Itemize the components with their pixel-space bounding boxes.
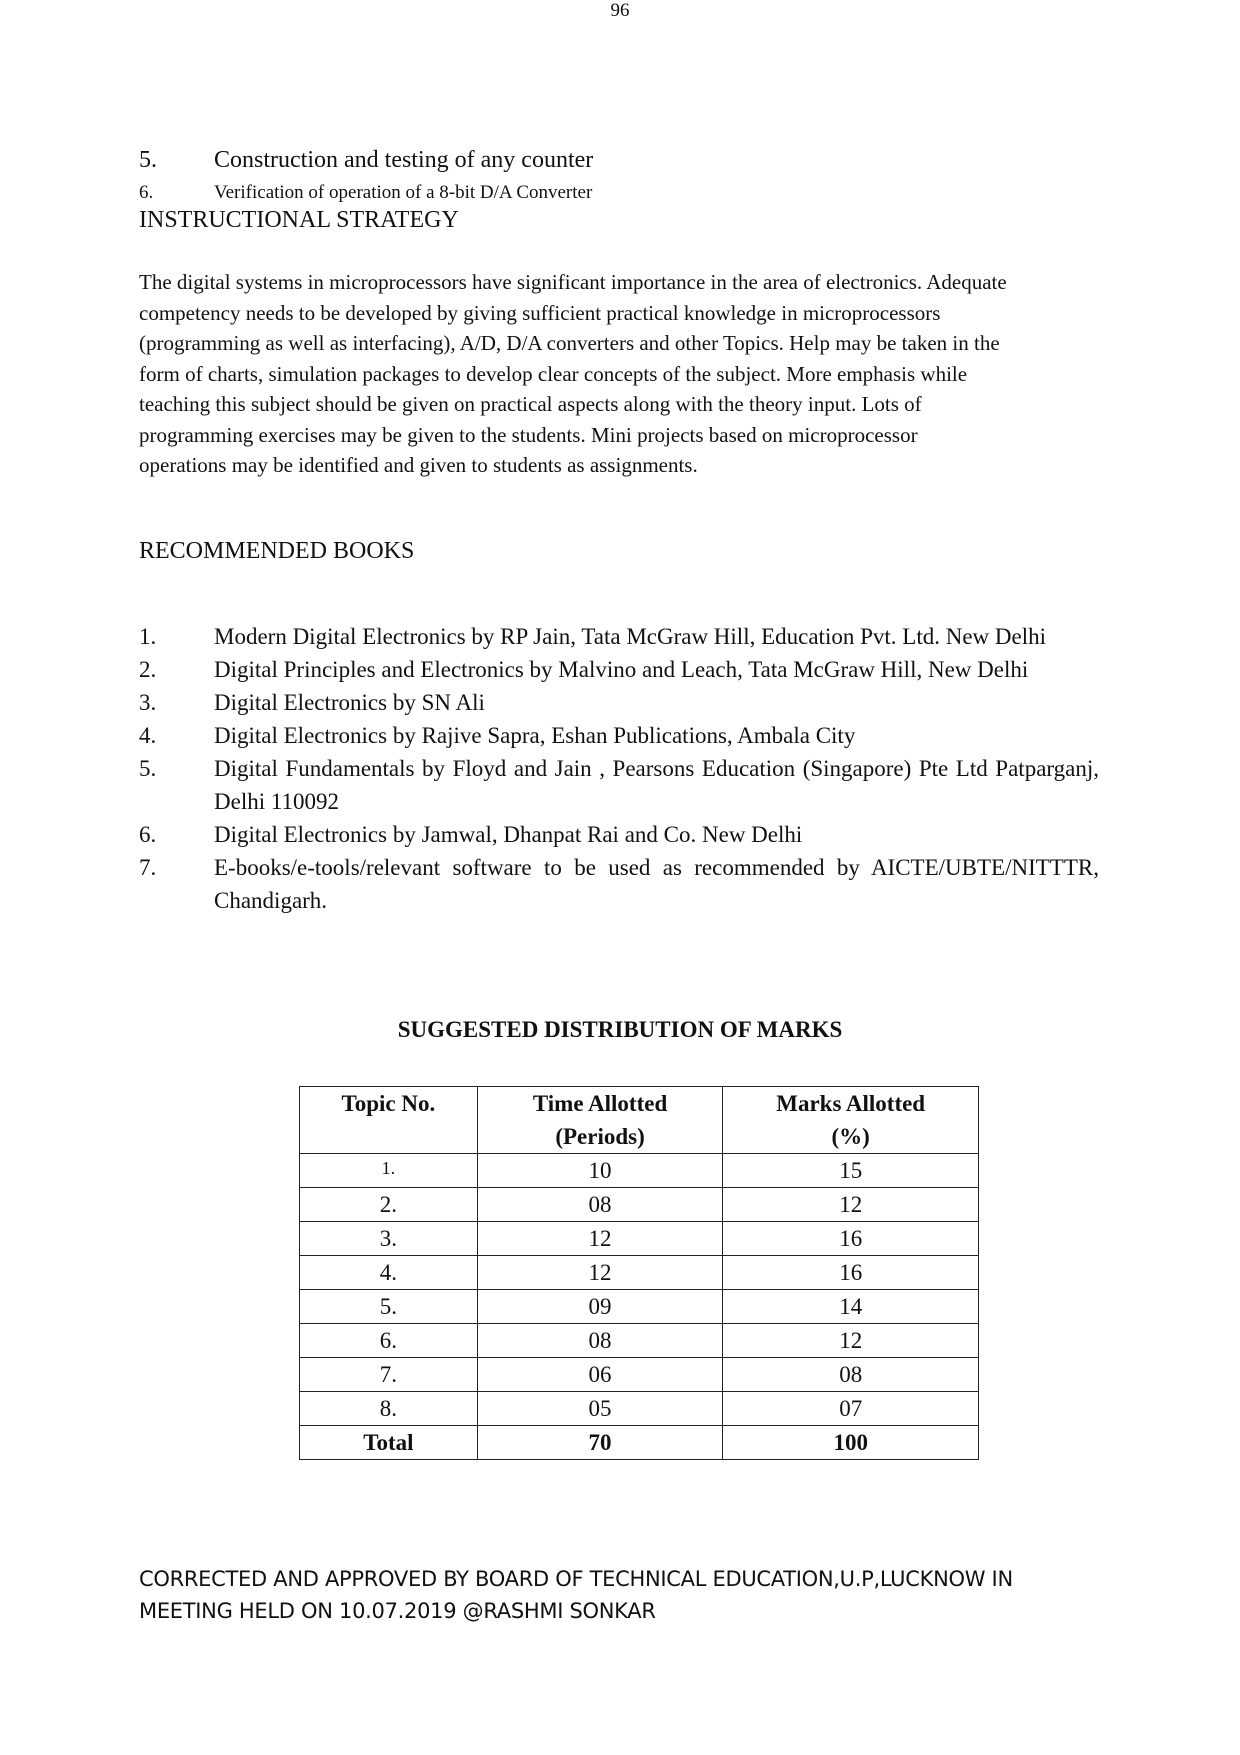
table-row [300,1188,979,1222]
book-number: 3. [139,690,157,715]
book-number: 1. [139,624,157,649]
marks-distribution-title: SUGGESTED DISTRIBUTION OF MARKS [397,1017,843,1042]
cell-marks: 12 [723,1188,979,1222]
paragraph-line: form of charts, simulation packages to develop clear concepts of the subject. More emphasis while [139,361,968,386]
book-text: Digital Fundamentals by Floyd and Jain , Pearsons Education (Singapore) Pte Ltd Patparganj, Delhi 110092 [214,756,1099,814]
table-row [300,1222,979,1256]
cell-time: 09 [477,1290,723,1324]
cell-marks: 08 [723,1358,979,1392]
book-number: 4. [139,723,157,748]
cell-time: 08 [477,1188,723,1222]
lab-list-text: Construction and testing of any counter [214,147,594,173]
cell-topic: 6. [300,1324,478,1358]
paragraph-line: operations may be identified and given to students as assignments. [139,453,698,477]
header-time-line2: (Periods) [555,1124,645,1149]
book-text: Digital Electronics by Jamwal, Dhanpat Rai and Co. New Delhi [214,822,803,847]
table-row [300,1358,979,1392]
book-number: 7. [139,855,157,880]
cell-topic: 7. [300,1358,478,1392]
cell-marks: 12 [723,1324,979,1358]
book-item [139,719,1099,752]
instructional-strategy-paragraph [139,267,1099,481]
header-topic-label: Topic No. [341,1091,436,1116]
footer-line: CORRECTED AND APPROVED BY BOARD OF TECHNICAL EDUCATION,U.P,LUCKNOW IN [139,1567,1013,1591]
book-number: 2. [139,657,157,682]
lab-list-number: 5. [139,147,157,173]
header-topic [300,1087,478,1154]
table-header-row [300,1087,979,1154]
lab-list-item [139,147,593,174]
book-item [139,686,1099,719]
paragraph-line: (programming as well as interfacing), A/D, D/A converters and other Topics. Help may be taken in the [139,331,1000,355]
cell-time: 10 [477,1154,723,1188]
lab-list-text: Verification of operation of a 8-bit D/A Converter [214,182,593,203]
cell-topic: 1. [300,1154,478,1188]
recommended-books-list [139,620,1099,917]
footer-line: MEETING HELD ON 10.07.2019 @RASHMI SONKAR [139,1599,656,1623]
book-item [139,653,1099,686]
table-row [300,1290,979,1324]
table-row [300,1154,979,1188]
cell-topic: 8. [300,1392,478,1426]
cell-time: 12 [477,1222,723,1256]
page-number: 96 [610,0,630,21]
header-marks-line1: Marks Allotted [776,1091,926,1116]
table-row [300,1392,979,1426]
instructional-strategy-heading: INSTRUCTIONAL STRATEGY [139,207,459,233]
book-text: Digital Electronics by SN Ali [214,690,485,715]
paragraph-line: teaching this subject should be given on practical aspects along with the theory input. Lots of [139,392,922,416]
cell-marks: 16 [723,1256,979,1290]
cell-marks: 15 [723,1154,979,1188]
paragraph-line: competency needs to be developed by giving sufficient practical knowledge in microprocessors [139,300,941,325]
cell-marks: 07 [723,1392,979,1426]
paragraph-line: programming exercises may be given to the students. Mini projects based on microprocessor [139,422,918,447]
lab-list-item [139,182,592,204]
book-item [139,752,1099,818]
paragraph-line: The digital systems in microprocessors have significant importance in the area of electronics. Adequate [139,270,1007,294]
cell-topic: 2. [300,1188,478,1222]
cell-time: 08 [477,1324,723,1358]
book-number: 5. [139,756,157,781]
book-number: 6. [139,822,157,847]
cell-marks: 14 [723,1290,979,1324]
book-item [139,851,1099,917]
book-text: Digital Electronics by Rajive Sapra, Eshan Publications, Ambala City [214,723,856,748]
table-row [300,1256,979,1290]
table-total-row [300,1426,979,1460]
cell-time: 12 [477,1256,723,1290]
total-label: Total [300,1426,478,1460]
book-item [139,620,1099,653]
book-text: E-books/e-tools/relevant software to be used as recommended by AICTE/UBTE/NITTTR, Chandigarh. [214,855,1099,913]
cell-topic: 4. [300,1256,478,1290]
cell-time: 06 [477,1358,723,1392]
header-marks [723,1087,979,1154]
table-row [300,1324,979,1358]
cell-marks: 16 [723,1222,979,1256]
lab-list-number: 6. [139,182,154,203]
cell-topic: 5. [300,1290,478,1324]
marks-distribution-table [299,1086,979,1460]
recommended-books-heading: RECOMMENDED BOOKS [139,538,415,564]
total-marks: 100 [723,1426,979,1460]
cell-time: 05 [477,1392,723,1426]
book-text: Modern Digital Electronics by RP Jain, Tata McGraw Hill, Education Pvt. Ltd. New Delhi [214,624,1046,649]
total-time: 70 [477,1426,723,1460]
book-item [139,818,1099,851]
header-marks-line2: (%) [831,1124,870,1149]
header-time-line1: Time Allotted [532,1091,668,1116]
cell-topic: 3. [300,1222,478,1256]
approval-footer [139,1563,1013,1627]
book-text: Digital Principles and Electronics by Malvino and Leach, Tata McGraw Hill, New Delhi [214,657,1029,682]
header-time [477,1087,723,1154]
